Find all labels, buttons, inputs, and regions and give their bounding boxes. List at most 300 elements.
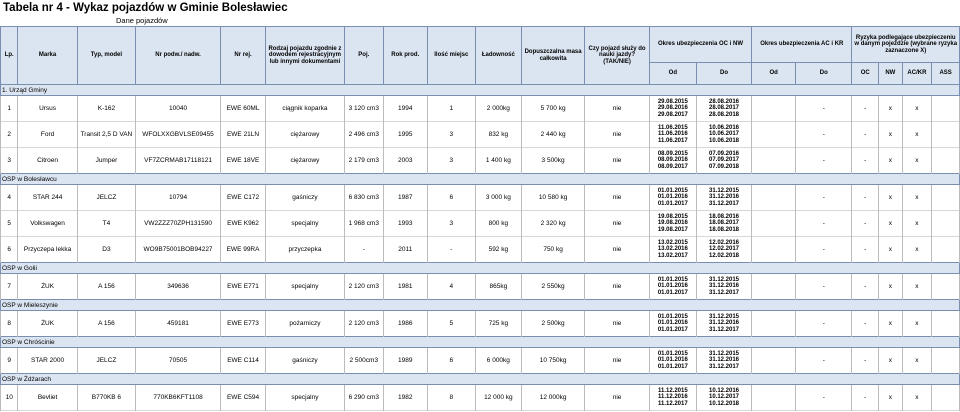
date-value: 08.09.2017 xyxy=(657,163,688,170)
cell-ackr: x xyxy=(902,96,932,122)
cell-nw: x xyxy=(879,311,903,337)
cell-nauka: nie xyxy=(585,348,649,374)
header-nw: NW xyxy=(879,63,903,85)
cell-nauka: nie xyxy=(585,237,649,263)
cell-nauka: nie xyxy=(585,211,649,237)
cell-do2: - xyxy=(796,96,852,122)
header-oc-nw: Okres ubezpieczenia OC i NW xyxy=(649,27,751,63)
date-value: 13.02.2015 xyxy=(657,240,688,247)
cell-rej: EWE C172 xyxy=(221,185,266,211)
header-ackr: AC/KR xyxy=(902,63,932,85)
date-value: 07.09.2017 xyxy=(708,157,740,164)
cell-oc: - xyxy=(852,122,879,148)
header-do-1: Do xyxy=(696,63,751,85)
cell-masa: 2 500kg xyxy=(521,311,584,337)
cell-do-dates xyxy=(696,237,751,263)
cell-rej: EWE E771 xyxy=(221,274,266,300)
cell-miejsc: 8 xyxy=(427,385,475,411)
date-value: 19.08.2015 xyxy=(657,214,688,221)
cell-oc: - xyxy=(852,96,879,122)
cell-masa: 10 750kg xyxy=(521,348,584,374)
cell-typ: B770KB 6 xyxy=(77,385,135,411)
cell-rej: EWE 18VE xyxy=(221,148,266,174)
cell-ass xyxy=(932,385,960,411)
cell-marka: Ursus xyxy=(18,96,77,122)
cell-do2: - xyxy=(796,237,852,263)
table-row xyxy=(1,237,960,263)
cell-marka: ŻUK xyxy=(18,274,77,300)
cell-poj: 2 120 cm3 xyxy=(344,311,383,337)
header-od-2: Od xyxy=(752,63,796,85)
date-value: 01.01.2017 xyxy=(657,200,688,207)
header-oc: OC xyxy=(852,63,879,85)
cell-lp: 1 xyxy=(1,96,18,122)
date-value: 13.02.2016 xyxy=(657,246,688,253)
cell-nw: x xyxy=(879,348,903,374)
cell-ladownosc: 1 400 kg xyxy=(475,148,521,174)
cell-marka: Volkswagen xyxy=(18,211,77,237)
date-value: 12.02.2018 xyxy=(708,252,740,259)
cell-ackr: x xyxy=(902,211,932,237)
cell-poj: 2 500cm3 xyxy=(344,348,383,374)
cell-poj: 6 290 cm3 xyxy=(344,385,383,411)
cell-rok: 1981 xyxy=(383,274,427,300)
cell-ladownosc: 865kg xyxy=(475,274,521,300)
cell-do2: - xyxy=(796,274,852,300)
header-rodzaj: Rodzaj pojazdu zgodnie z dowodem rejestracyjnym lub innymi dokumentami xyxy=(266,27,345,85)
cell-lp: 6 xyxy=(1,237,18,263)
date-value: 10.06.2018 xyxy=(708,137,740,144)
table-row xyxy=(1,96,960,122)
cell-od-dates xyxy=(649,96,696,122)
date-value: 01.01.2015 xyxy=(657,277,688,284)
cell-rok: 1989 xyxy=(383,348,427,374)
cell-nauka: nie xyxy=(585,311,649,337)
header-masa: Dopuszczalna masa całkowita xyxy=(521,27,584,85)
cell-marka: STAR 2000 xyxy=(18,348,77,374)
date-value: 28.08.2017 xyxy=(708,105,740,112)
header-poj: Poj. xyxy=(344,27,383,85)
cell-podwozie: WO9B75001BOB94227 xyxy=(136,237,221,263)
date-value: 07.09.2016 xyxy=(708,151,740,158)
cell-oc: - xyxy=(852,385,879,411)
cell-ass xyxy=(932,148,960,174)
cell-nw: x xyxy=(879,148,903,174)
cell-masa: 750 kg xyxy=(521,237,584,263)
section-row xyxy=(1,174,960,185)
cell-marka: Ford xyxy=(18,122,77,148)
header-typ: Typ, model xyxy=(77,27,135,85)
date-value: 11.12.2017 xyxy=(657,400,688,407)
cell-oc: - xyxy=(852,185,879,211)
cell-ackr: x xyxy=(902,311,932,337)
date-value: 31.12.2015 xyxy=(708,351,740,358)
header-lp: Lp. xyxy=(1,27,18,85)
table-row xyxy=(1,348,960,374)
cell-do2: - xyxy=(796,348,852,374)
cell-do2: - xyxy=(796,311,852,337)
cell-ass xyxy=(932,274,960,300)
section-title: 1. Urząd Gminy xyxy=(1,85,960,96)
date-value: 07.09.2018 xyxy=(708,163,740,170)
cell-ladownosc: 2 000kg xyxy=(475,96,521,122)
cell-oc: - xyxy=(852,311,879,337)
date-value: 08.09.2016 xyxy=(657,157,688,164)
cell-nauka: nie xyxy=(585,122,649,148)
cell-marka: Przyczepa lekka xyxy=(18,237,77,263)
cell-rej: EWE 60ML xyxy=(221,96,266,122)
header-marka: Marka xyxy=(18,27,77,85)
section-title: OSP w Golii xyxy=(1,263,960,274)
cell-masa: 10 580 kg xyxy=(521,185,584,211)
date-value: 31.12.2016 xyxy=(708,357,740,364)
date-value: 29.08.2016 xyxy=(657,105,688,112)
section-title: OSP w Chróścinie xyxy=(1,337,960,348)
cell-masa: 2 320 kg xyxy=(521,211,584,237)
cell-miejsc: 6 xyxy=(427,348,475,374)
cell-ladownosc: 6 000kg xyxy=(475,348,521,374)
header-ass: ASS xyxy=(932,63,960,85)
cell-oc: - xyxy=(852,148,879,174)
cell-do-dates xyxy=(696,311,751,337)
section-row xyxy=(1,337,960,348)
date-value: 18.08.2017 xyxy=(708,220,740,227)
cell-marka: STAR 244 xyxy=(18,185,77,211)
date-value: 01.01.2017 xyxy=(657,289,688,296)
cell-rok: 1994 xyxy=(383,96,427,122)
date-value: 18.08.2016 xyxy=(708,214,740,221)
cell-masa: 2 440 kg xyxy=(521,122,584,148)
cell-nw: x xyxy=(879,385,903,411)
date-value: 01.01.2017 xyxy=(657,326,688,333)
date-value: 11.12.2015 xyxy=(657,388,688,395)
cell-rodzaj: ciągnik koparka xyxy=(266,96,345,122)
vehicle-table xyxy=(0,26,960,411)
table-row xyxy=(1,385,960,411)
cell-do2: - xyxy=(796,148,852,174)
cell-rok: 2003 xyxy=(383,148,427,174)
header-podwozie: Nr podw./ nadw. xyxy=(136,27,221,85)
cell-poj: 2 496 cm3 xyxy=(344,122,383,148)
cell-ackr: x xyxy=(902,348,932,374)
header-ac-kr: Okres ubezpieczenia AC i KR xyxy=(752,27,852,63)
cell-ladownosc: 725 kg xyxy=(475,311,521,337)
date-value: 28.08.2018 xyxy=(708,111,740,118)
cell-oc: - xyxy=(852,274,879,300)
cell-rodzaj: ciężarowy xyxy=(266,122,345,148)
cell-typ: T4 xyxy=(77,211,135,237)
cell-rej: EWE C114 xyxy=(221,348,266,374)
cell-od-dates xyxy=(649,274,696,300)
cell-od-dates xyxy=(649,348,696,374)
date-value: 19.08.2016 xyxy=(657,220,688,227)
section-title: OSP w Żdżarach xyxy=(1,374,960,385)
table-row xyxy=(1,311,960,337)
cell-ackr: x xyxy=(902,237,932,263)
cell-typ: Transit 2,5 D VAN xyxy=(77,122,135,148)
cell-poj: 2 179 cm3 xyxy=(344,148,383,174)
section-row xyxy=(1,374,960,385)
date-value: 08.09.2015 xyxy=(657,151,688,158)
cell-do-dates xyxy=(696,211,751,237)
date-value: 10.12.2016 xyxy=(708,388,740,395)
cell-rodzaj: specjalny xyxy=(266,385,345,411)
cell-ackr: x xyxy=(902,385,932,411)
cell-rej: EWE K962 xyxy=(221,211,266,237)
cell-masa: 5 700 kg xyxy=(521,96,584,122)
date-value: 31.12.2017 xyxy=(708,200,740,207)
cell-podwozie: 349636 xyxy=(136,274,221,300)
date-value: 01.01.2016 xyxy=(657,320,688,327)
header-miejsc: Ilość miejsc xyxy=(427,27,475,85)
header-nauka: Czy pojazd służy do nauki jazdy? (TAK/NIE) xyxy=(585,27,649,85)
date-value: 01.01.2016 xyxy=(657,283,688,290)
cell-ass xyxy=(932,185,960,211)
date-value: 01.01.2016 xyxy=(657,194,688,201)
cell-od-dates xyxy=(649,148,696,174)
date-value: 01.01.2016 xyxy=(657,357,688,364)
date-value: 31.12.2015 xyxy=(708,188,740,195)
cell-podwozie: WFOLXXGBVLSE09455 xyxy=(136,122,221,148)
header-do-2: Do xyxy=(796,63,852,85)
cell-miejsc: 3 xyxy=(427,148,475,174)
cell-nw: x xyxy=(879,185,903,211)
cell-ladownosc: 832 kg xyxy=(475,122,521,148)
cell-od2 xyxy=(752,311,796,337)
cell-do-dates xyxy=(696,185,751,211)
cell-lp: 3 xyxy=(1,148,18,174)
cell-poj: 1 968 cm3 xyxy=(344,211,383,237)
cell-ladownosc: 12 000 kg xyxy=(475,385,521,411)
section-row xyxy=(1,300,960,311)
cell-od-dates xyxy=(649,237,696,263)
cell-nw: x xyxy=(879,274,903,300)
cell-do-dates xyxy=(696,148,751,174)
cell-od-dates xyxy=(649,211,696,237)
table-row xyxy=(1,148,960,174)
cell-ass xyxy=(932,122,960,148)
cell-od-dates xyxy=(649,385,696,411)
date-value: 18.08.2018 xyxy=(708,226,740,233)
cell-lp: 10 xyxy=(1,385,18,411)
cell-rej: EWE 99RA xyxy=(221,237,266,263)
cell-rodzaj: specjalny xyxy=(266,274,345,300)
header-ryzyka: Ryzyka podlegające ubezpieczeniu w danym pojeździe (wybrane ryzyka zaznaczone X) xyxy=(852,27,960,63)
cell-do2: - xyxy=(796,122,852,148)
date-value: 12.02.2017 xyxy=(708,246,740,253)
cell-oc: - xyxy=(852,211,879,237)
cell-rok: 2011 xyxy=(383,237,427,263)
document-title: Tabela nr 4 - Wykaz pojazdów w Gminie Bolesławiec xyxy=(3,2,288,14)
cell-nauka: nie xyxy=(585,185,649,211)
cell-miejsc: 1 xyxy=(427,96,475,122)
cell-do-dates xyxy=(696,274,751,300)
cell-marka: Citroen xyxy=(18,148,77,174)
date-value: 10.12.2017 xyxy=(708,394,740,401)
cell-do-dates xyxy=(696,385,751,411)
cell-od2 xyxy=(752,348,796,374)
cell-masa: 3 500kg xyxy=(521,148,584,174)
cell-podwozie: 770KB6KFT1108 xyxy=(136,385,221,411)
section-title: OSP w Bolesławcu xyxy=(1,174,960,185)
date-value: 12.02.2016 xyxy=(708,240,740,247)
cell-od2 xyxy=(752,385,796,411)
cell-ackr: x xyxy=(902,274,932,300)
date-value: 13.02.2017 xyxy=(657,252,688,259)
cell-do-dates xyxy=(696,348,751,374)
cell-oc: - xyxy=(852,237,879,263)
cell-rodzaj: przyczepka xyxy=(266,237,345,263)
cell-ladownosc: 592 kg xyxy=(475,237,521,263)
cell-nw: x xyxy=(879,237,903,263)
cell-miejsc: - xyxy=(427,237,475,263)
cell-ass xyxy=(932,237,960,263)
table-row xyxy=(1,274,960,300)
cell-do-dates xyxy=(696,96,751,122)
cell-marka: Bevliet xyxy=(18,385,77,411)
date-value: 11.06.2017 xyxy=(657,137,688,144)
cell-podwozie: 10040 xyxy=(136,96,221,122)
header-rok: Rok prod. xyxy=(383,27,427,85)
cell-od2 xyxy=(752,211,796,237)
cell-typ: D3 xyxy=(77,237,135,263)
cell-rok: 1982 xyxy=(383,385,427,411)
cell-rej: EWE 21LN xyxy=(221,122,266,148)
cell-miejsc: 5 xyxy=(427,311,475,337)
date-value: 29.08.2017 xyxy=(657,111,688,118)
header-ladownosc: Ładowność xyxy=(475,27,521,85)
cell-od2 xyxy=(752,237,796,263)
section-row xyxy=(1,263,960,274)
cell-rok: 1987 xyxy=(383,185,427,211)
cell-ladownosc: 800 kg xyxy=(475,211,521,237)
cell-lp: 7 xyxy=(1,274,18,300)
date-value: 31.12.2017 xyxy=(708,289,740,296)
cell-rodzaj: ciężarowy xyxy=(266,148,345,174)
cell-podwozie: 459181 xyxy=(136,311,221,337)
cell-miejsc: 3 xyxy=(427,122,475,148)
cell-miejsc: 4 xyxy=(427,274,475,300)
cell-typ: JELCZ xyxy=(77,185,135,211)
table-row xyxy=(1,211,960,237)
cell-do2: - xyxy=(796,385,852,411)
cell-masa: 2 550kg xyxy=(521,274,584,300)
cell-nauka: nie xyxy=(585,274,649,300)
cell-nw: x xyxy=(879,96,903,122)
cell-lp: 4 xyxy=(1,185,18,211)
header-rej: Nr rej. xyxy=(221,27,266,85)
cell-marka: ŻUK xyxy=(18,311,77,337)
cell-typ: A 156 xyxy=(77,311,135,337)
cell-lp: 2 xyxy=(1,122,18,148)
cell-od2 xyxy=(752,185,796,211)
cell-nw: x xyxy=(879,211,903,237)
cell-poj: 6 830 cm3 xyxy=(344,185,383,211)
date-value: 31.12.2017 xyxy=(708,363,740,370)
date-value: 28.08.2016 xyxy=(708,99,740,106)
cell-od-dates xyxy=(649,122,696,148)
cell-ass xyxy=(932,311,960,337)
cell-rej: EWE C594 xyxy=(221,385,266,411)
section-title: OSP w Mieleszynie xyxy=(1,300,960,311)
date-value: 19.08.2017 xyxy=(657,226,688,233)
cell-poj: 3 120 cm3 xyxy=(344,96,383,122)
cell-miejsc: 6 xyxy=(427,185,475,211)
cell-ackr: x xyxy=(902,185,932,211)
date-value: 10.06.2016 xyxy=(708,125,740,132)
cell-ass xyxy=(932,348,960,374)
cell-rok: 1986 xyxy=(383,311,427,337)
cell-poj: 2 120 cm3 xyxy=(344,274,383,300)
date-value: 31.12.2015 xyxy=(708,314,740,321)
cell-rej: EWE E773 xyxy=(221,311,266,337)
cell-rok: 1995 xyxy=(383,122,427,148)
cell-lp: 5 xyxy=(1,211,18,237)
cell-od-dates xyxy=(649,311,696,337)
date-value: 31.12.2015 xyxy=(708,277,740,284)
cell-ackr: x xyxy=(902,148,932,174)
cell-podwozie: 70505 xyxy=(136,348,221,374)
date-value: 31.12.2016 xyxy=(708,194,740,201)
cell-od2 xyxy=(752,122,796,148)
date-value: 01.01.2015 xyxy=(657,188,688,195)
date-value: 01.01.2015 xyxy=(657,351,688,358)
cell-rodzaj: pożarniczy xyxy=(266,311,345,337)
header-od-1: Od xyxy=(649,63,696,85)
cell-ass xyxy=(932,211,960,237)
cell-ladownosc: 3 000 kg xyxy=(475,185,521,211)
cell-typ: K-162 xyxy=(77,96,135,122)
cell-od-dates xyxy=(649,185,696,211)
table-row xyxy=(1,122,960,148)
cell-lp: 9 xyxy=(1,348,18,374)
date-value: 29.08.2015 xyxy=(657,99,688,106)
cell-oc: - xyxy=(852,348,879,374)
cell-rodzaj: gaśniczy xyxy=(266,348,345,374)
cell-ackr: x xyxy=(902,122,932,148)
cell-nauka: nie xyxy=(585,385,649,411)
cell-do2: - xyxy=(796,185,852,211)
cell-typ: JELCZ xyxy=(77,348,135,374)
cell-typ: Jumper xyxy=(77,148,135,174)
cell-masa: 12 000kg xyxy=(521,385,584,411)
cell-od2 xyxy=(752,274,796,300)
date-value: 10.06.2017 xyxy=(708,131,740,138)
date-value: 11.06.2016 xyxy=(657,131,688,138)
cell-lp: 8 xyxy=(1,311,18,337)
cell-nw: x xyxy=(879,122,903,148)
date-value: 11.06.2015 xyxy=(657,125,688,132)
document-subtitle: Dane pojazdów xyxy=(116,16,168,25)
section-row xyxy=(1,85,960,96)
cell-do2: - xyxy=(796,211,852,237)
cell-nauka: nie xyxy=(585,148,649,174)
cell-ass xyxy=(932,96,960,122)
cell-od2 xyxy=(752,148,796,174)
cell-rodzaj: specjalny xyxy=(266,211,345,237)
table-row xyxy=(1,185,960,211)
cell-poj: - xyxy=(344,237,383,263)
cell-podwozie: 10794 xyxy=(136,185,221,211)
date-value: 31.12.2016 xyxy=(708,320,740,327)
date-value: 31.12.2016 xyxy=(708,283,740,290)
cell-rok: 1993 xyxy=(383,211,427,237)
cell-rodzaj: gaśniczy xyxy=(266,185,345,211)
cell-podwozie: VF7ZCRMAB17118121 xyxy=(136,148,221,174)
date-value: 10.12.2018 xyxy=(708,400,740,407)
date-value: 01.01.2015 xyxy=(657,314,688,321)
cell-do-dates xyxy=(696,122,751,148)
